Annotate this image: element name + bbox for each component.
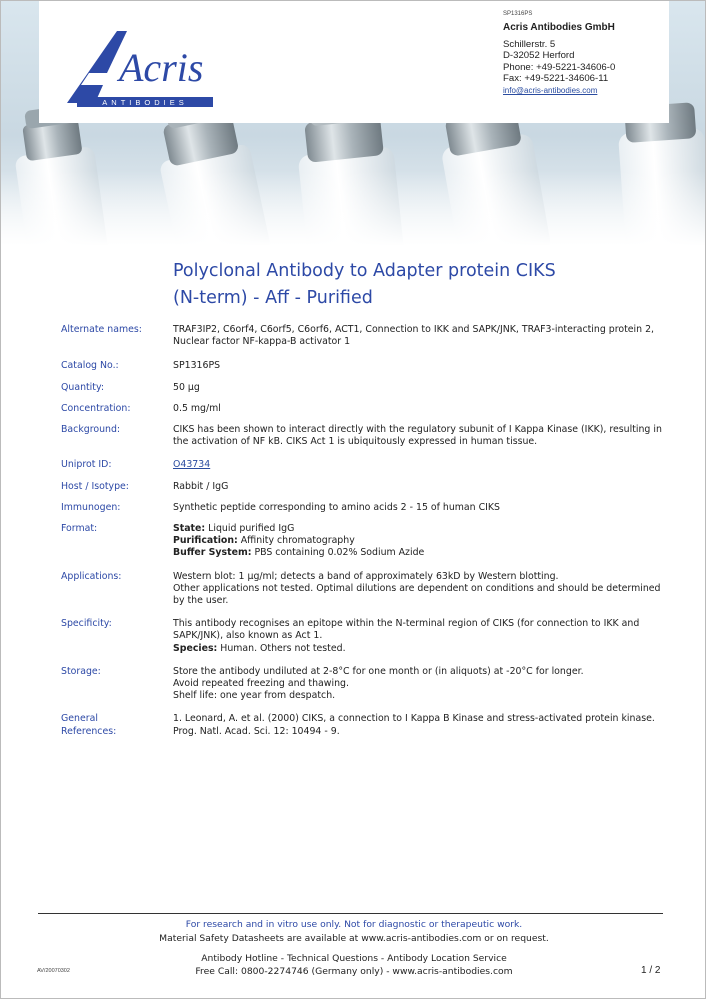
title-line-2: (N-term) - Aff - Purified	[173, 288, 373, 308]
purification-value: Affinity chromatography	[240, 535, 355, 547]
company-address	[503, 11, 693, 97]
value-background: CIKS has been shown to interact directly with the regulatory subunit of I Kappa Kinase (IKK), resulting in the activation of NF kB. CIKS Act 1 is ubiquitously expressed in human tissue.	[173, 424, 662, 448]
label-references-1: General	[61, 713, 98, 725]
label-concentration: Concentration:	[61, 402, 131, 414]
label-host: Host / Isotype:	[61, 480, 129, 492]
value-catalog: SP1316PS	[173, 360, 221, 372]
footer-divider	[38, 913, 663, 914]
city: D-32052 Herford	[503, 50, 575, 62]
row-applications	[61, 571, 671, 608]
title-line-1: Polyclonal Antibody to Adapter protein CIKS	[173, 261, 556, 281]
label-storage: Storage:	[61, 665, 101, 677]
species-label: Species:	[173, 642, 218, 654]
label-catalog: Catalog No.:	[61, 360, 119, 372]
fax: Fax: +49-5221-34606-11	[503, 73, 609, 85]
row-uniprot	[61, 459, 671, 471]
label-uniprot: Uniprot ID:	[61, 459, 112, 471]
freecall-note: Free Call: 0800-2274746 (Germany only) - www.acris-antibodies.com	[195, 966, 513, 977]
specificity-line-1: This antibody recognises an epitope within the N-terminal region of CIKS (for connection to IKK and SAPK/JNK), also known as Act 1.	[173, 618, 640, 642]
logo-subtitle: ANTIBODIES	[102, 98, 188, 107]
state-label: State:	[173, 523, 206, 535]
row-specificity	[61, 618, 671, 655]
label-format: Format:	[61, 523, 98, 535]
row-format	[61, 523, 671, 560]
product-title	[173, 258, 673, 312]
header-banner	[1, 1, 706, 246]
row-background	[61, 424, 671, 448]
row-concentration	[61, 403, 671, 415]
hotline-note: Antibody Hotline - Technical Questions - Antibody Location Service	[201, 953, 507, 964]
row-storage	[61, 666, 671, 703]
row-quantity	[61, 382, 671, 394]
label-quantity: Quantity:	[61, 381, 104, 393]
uniprot-link[interactable]: O43734	[173, 459, 211, 471]
msds-note: Material Safety Datasheets are available at www.acris-antibodies.com or on request.	[159, 933, 549, 944]
label-alternate-names: Alternate names:	[61, 324, 142, 335]
acris-logo	[59, 23, 219, 111]
spec-table	[61, 324, 671, 738]
row-catalog	[61, 360, 671, 372]
storage-line-1: Store the antibody undiluted at 2-8°C for one month or (in aliquots) at -20°C for longer.	[173, 665, 584, 677]
logo-wordmark: Acris	[119, 45, 204, 90]
row-host	[61, 481, 671, 493]
value-immunogen: Synthetic peptide corresponding to amino acids 2 - 15 of human CIKS	[173, 501, 501, 513]
buffer-value: PBS containing 0.02% Sodium Azide	[254, 547, 425, 559]
value-references: 1. Leonard, A. et al. (2000) CIKS, a connection to I Kappa B Kinase and stress-activated protein kinase. Prog. Natl. Acad. Sci. 12: 10494 - 9.	[173, 713, 655, 737]
research-disclaimer: For research and in vitro use only. Not for diagnostic or therapeutic work.	[185, 919, 523, 930]
label-background: Background:	[61, 424, 121, 436]
storage-line-3: Shelf life: one year from despatch.	[173, 690, 336, 702]
label-references-2: References:	[61, 725, 117, 737]
value-quantity: 50 µg	[173, 381, 200, 393]
page-number: 1 / 2	[641, 965, 661, 976]
value-alternate-names: TRAF3IP2, C6orf4, C6orf5, C6orf6, ACT1, Connection to IKK and SAPK/JNK, TRAF3-interacting protein 2, Nuclear factor NF-kappa-B activator 1	[173, 324, 655, 348]
row-references	[61, 713, 671, 737]
company-name: Acris Antibodies GmbH	[503, 22, 615, 33]
species-value: Human. Others not tested.	[220, 642, 346, 654]
email-link[interactable]: info@acris-antibodies.com	[503, 85, 598, 95]
row-alternate-names	[61, 324, 671, 348]
value-concentration: 0.5 mg/ml	[173, 402, 221, 414]
buffer-label: Buffer System:	[173, 547, 252, 559]
row-immunogen	[61, 502, 671, 514]
label-applications: Applications:	[61, 570, 122, 582]
value-host: Rabbit / IgG	[173, 480, 229, 492]
applications-line-2: Other applications not tested. Optimal dilutions are dependent on conditions and should be determined by the user.	[173, 582, 661, 607]
state-value: Liquid purified IgG	[208, 523, 295, 535]
applications-line-1: Western blot: 1 µg/ml; detects a band of approximately 63kD by Western blotting.	[173, 570, 559, 582]
doc-code: SP1316PS	[503, 11, 533, 17]
storage-line-2: Avoid repeated freezing and thawing.	[173, 678, 349, 690]
phone: Phone: +49-5221-34606-0	[503, 61, 616, 73]
street: Schillerstr. 5	[503, 39, 556, 50]
label-specificity: Specificity:	[61, 618, 112, 630]
doc-reference: AV/20070302	[37, 968, 70, 974]
purification-label: Purification:	[173, 535, 238, 547]
label-immunogen: Immunogen:	[61, 501, 121, 513]
